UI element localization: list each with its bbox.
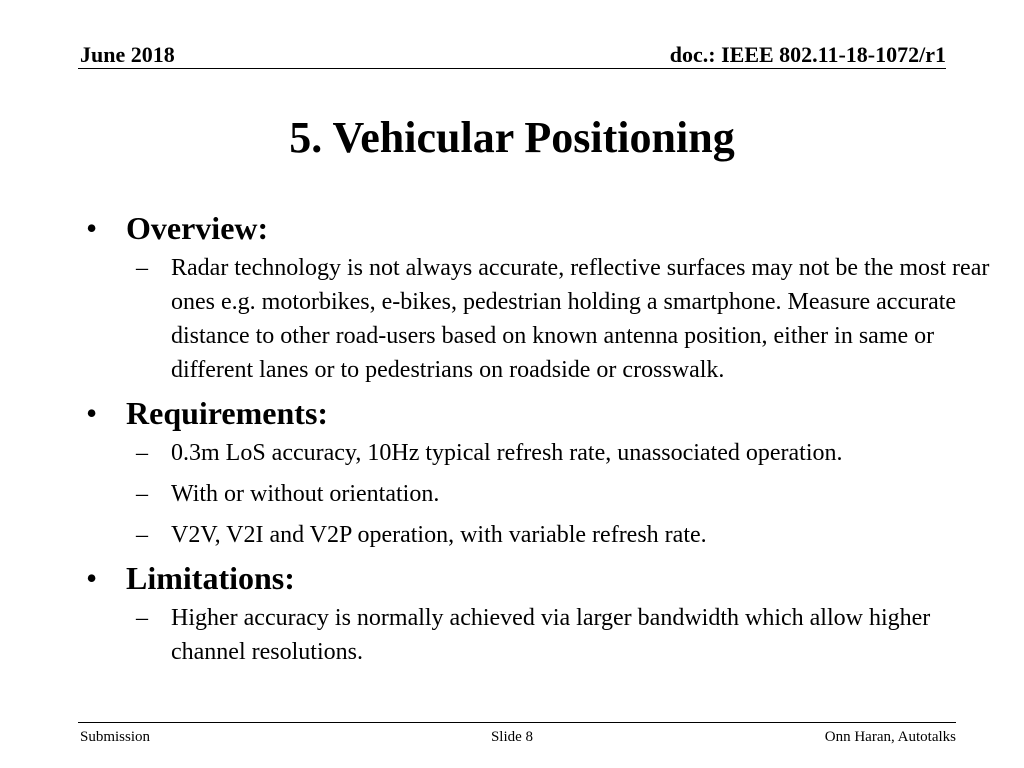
dash-icon: – [136,255,148,281]
dash-icon: – [136,440,148,466]
sub-item [82,436,1002,470]
slide-title: 5. Vehicular Positioning [289,113,735,162]
bullet-icon: • [86,395,98,431]
dash-icon: – [136,605,148,631]
dash-icon: – [136,481,148,507]
bullet-heading: Limitations: [126,560,295,596]
sub-item [82,477,1002,511]
dash-icon: – [136,522,148,548]
bullet-limitations [82,559,1002,597]
footer-divider [78,722,956,723]
sub-item [82,518,1002,552]
bullet-requirements [82,394,1002,432]
bullet-heading: Requirements: [126,395,329,431]
sub-item-text: Radar technology is not always accurate, reflective surfaces may not be the most rear ones e.g. motorbikes, e-bikes, pedestrian holding a smartphone. Measure accurate distance to other road-users based on known antenna position, either in same or different lanes or to pedestrians on roadside or crosswalk. [171,255,990,383]
footer-slide-number: Slide 8 [490,729,534,745]
bullet-icon: • [86,210,98,246]
bullet-heading: Overview: [126,210,269,246]
header-divider [78,68,946,69]
bullet-icon: • [86,560,98,596]
sub-item-text: With or without orientation. [171,481,440,507]
sub-item-text: V2V, V2I and V2P operation, with variable refresh rate. [171,522,707,548]
header-doc-id: doc.: IEEE 802.11-18-1072/r1 [669,42,946,67]
slide-body [82,205,1002,676]
sub-item-text: 0.3m LoS accuracy, 10Hz typical refresh rate, unassociated operation. [171,440,843,466]
footer-author: Onn Haran, Autotalks [824,729,956,745]
sub-item [82,601,1002,669]
sub-item [82,251,1002,387]
header-date: June 2018 [80,42,175,67]
footer-submission: Submission [80,729,151,745]
bullet-overview [82,209,1002,247]
sub-item-text: Higher accuracy is normally achieved via larger bandwidth which allow higher channel resolutions. [171,605,931,665]
